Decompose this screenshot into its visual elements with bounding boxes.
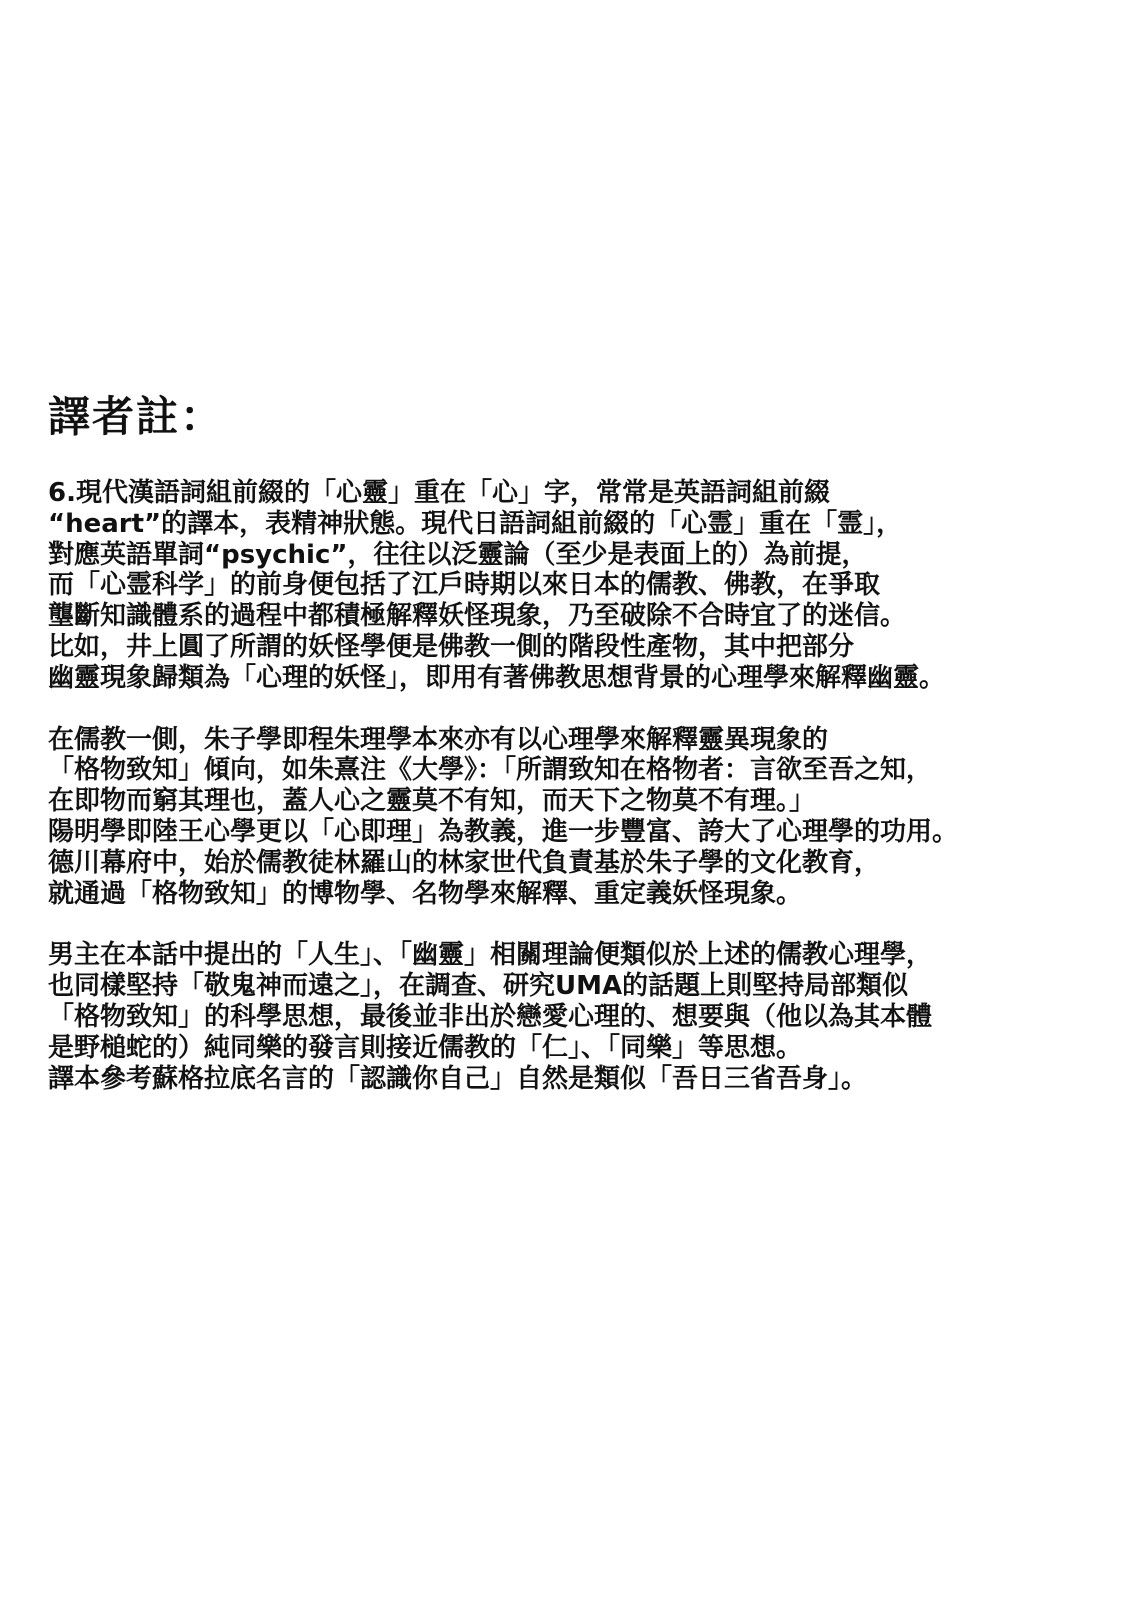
note-line: 幽靈現象歸類為「心理的妖怪」，即用有著佛教思想背景的心理學來解釋幽靈。 — [48, 662, 946, 693]
note-paragraph-3 — [48, 940, 1118, 1094]
note-line: 就通過「格物致知」的博物學、名物學來解釋、重定義妖怪現象。 — [48, 878, 803, 909]
note-line: 比如，井上圓了所謂的妖怪學便是佛教一側的階段性產物，其中把部分 — [48, 631, 855, 662]
note-line: 男主在本話中提出的「人生」、「幽靈」相關理論便類似於上述的儒教心理學， — [48, 940, 933, 971]
notes-heading: 譯者註： — [48, 392, 225, 441]
notes-body — [48, 478, 1118, 1125]
note-line: 也同樣堅持「敬鬼神而遠之」，在調查、研究UMA的話題上則堅持局部類似 — [48, 971, 909, 1002]
note-paragraph-1 — [48, 478, 1118, 694]
note-line: 是野槌蛇的）純同樂的發言則接近儒教的「仁」、「同樂」等思想。 — [48, 1032, 803, 1063]
note-line: 譯本參考蘇格拉底名言的「認識你自己」自然是類似「吾日三省吾身」。 — [48, 1063, 868, 1094]
note-line: 陽明學即陸王心學更以「心即理」為教義，進一步豐富、誇大了心理學的功用。 — [48, 816, 959, 847]
note-line: 德川幕府中，始於儒教徒林羅山的林家世代負責基於朱子學的文化教育， — [48, 847, 881, 878]
note-line: 在儒教一側，朱子學即程朱理學本來亦有以心理學來解釋靈異現象的 — [48, 724, 829, 755]
note-line: 在即物而窮其理也，蓋人心之靈莫不有知，而天下之物莫不有理。」 — [48, 786, 816, 817]
note-paragraph-2 — [48, 725, 1118, 910]
note-line: “heart”的譯本，表精神狀態。現代日語詞組前綴的「心霊」重在「霊」， — [48, 508, 903, 539]
note-line: 對應英語單詞“psychic”，往往以泛靈論（至少是表面上的）為前提， — [48, 539, 868, 570]
note-line: 而「心霊科学」的前身便包括了江戶時期以來日本的儒教、佛教，在爭取 — [48, 570, 881, 601]
note-line: 「格物致知」的科學思想，最後並非出於戀愛心理的、想要與（他以為其本體 — [48, 1001, 933, 1032]
note-line: 6.現代漢語詞組前綴的「心靈」重在「心」字，常常是英語詞組前綴 — [48, 478, 830, 508]
note-line: 壟斷知識體系的過程中都積極解釋妖怪現象，乃至破除不合時宜了的迷信。 — [48, 601, 907, 632]
note-line: 「格物致知」傾向，如朱熹注《大學》：「所謂致知在格物者：言欲至吾之知， — [48, 755, 933, 786]
